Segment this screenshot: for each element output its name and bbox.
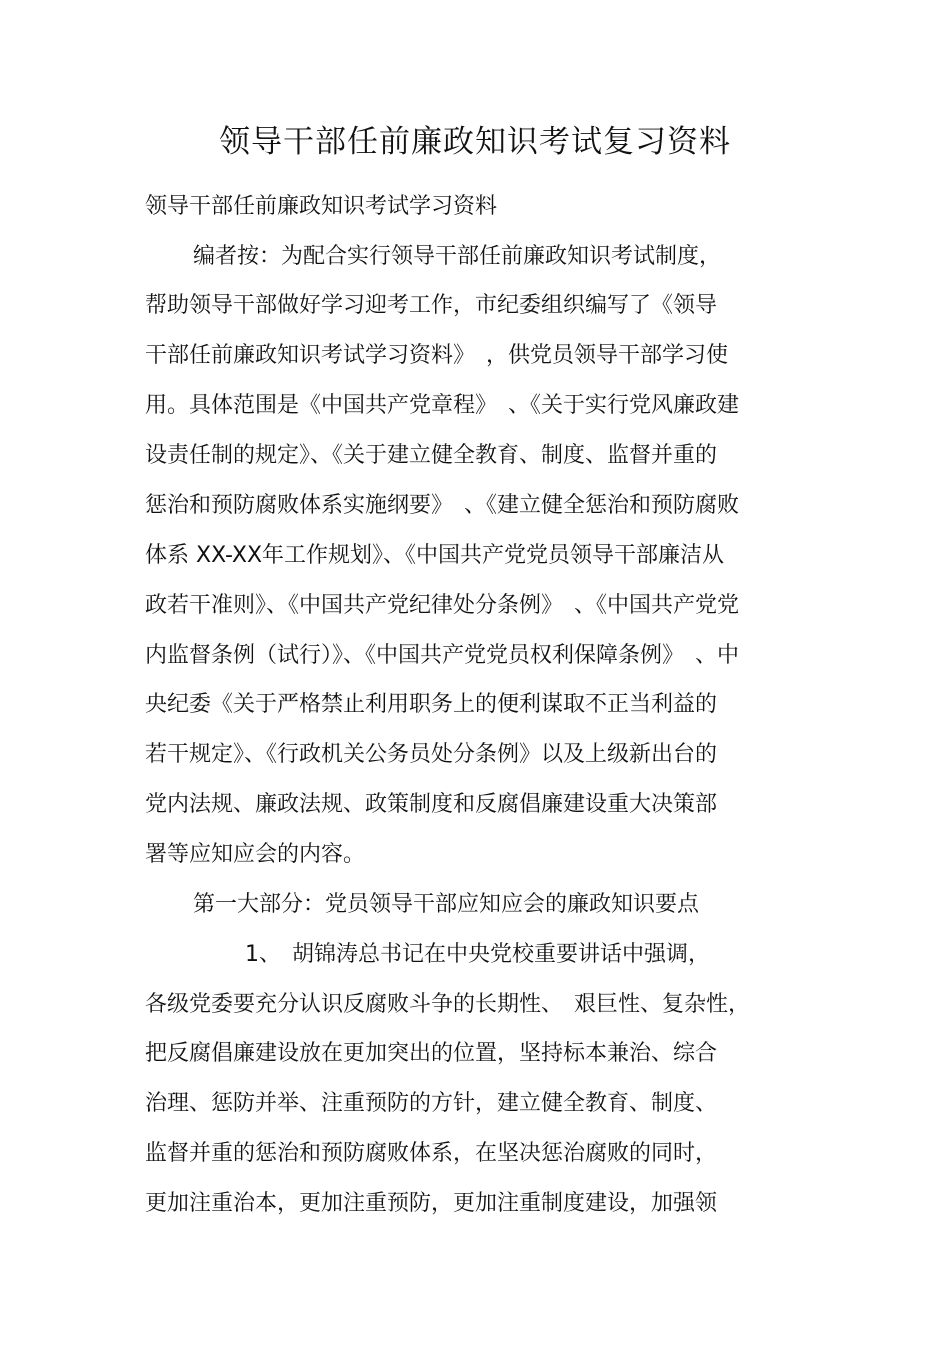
body-line: 署等应知应会的内容。 — [145, 842, 366, 867]
body-line: 治理、惩防并举、注重预防的方针，建立健全教育、制度、 — [145, 1091, 718, 1116]
body-line: 央纪委《关于严格禁止利用职务上的便利谋取不正当利益的 — [145, 692, 718, 717]
body-line: 党内法规、廉政法规、政策制度和反腐倡廉建设重大决策部 — [145, 792, 718, 817]
body-line: 用。具体范围是《中国共产党章程》 、《关于实行党风廉政建 — [145, 393, 740, 418]
body-line: 各级党委要充分认识反腐败斗争的长期性、 艰巨性、复杂性， — [145, 992, 751, 1017]
body-line: 监督并重的惩治和预防腐败体系，在坚决惩治腐败的同时， — [145, 1141, 718, 1166]
document-title: 领导干部任前廉政知识考试复习资料 — [219, 124, 731, 160]
body-line: 把反腐倡廉建设放在更加突出的位置，坚持标本兼治、综合 — [145, 1041, 718, 1066]
body-line: 惩治和预防腐败体系实施纲要》 、《建立健全惩治和预防腐败 — [145, 493, 740, 518]
body-line: 若干规定》、《行政机关公务员处分条例》以及上级新出台的 — [145, 742, 718, 767]
body-line: 帮助领导干部做好学习迎考工作，市纪委组织编写了《领导 — [145, 293, 718, 318]
body-line: 内监督条例（试行）》、《中国共产党党员权利保障条例》 、中 — [145, 643, 740, 668]
subtitle-line: 领导干部任前廉政知识考试学习资料 — [145, 194, 498, 219]
body-line: 设责任制的规定》、《关于建立健全教育、制度、监督并重的 — [145, 443, 718, 468]
body-line: 编者按：为配合实行领导干部任前廉政知识考试制度， — [193, 244, 722, 269]
section-heading: 第一大部分：党员领导干部应知应会的廉政知识要点 — [193, 892, 700, 917]
body-line: 体系 XX-XX年工作规划》、《中国共产党党员领导干部廉洁从 — [145, 543, 725, 568]
numbered-item-line: 1、 胡锦涛总书记在中央党校重要讲话中强调， — [245, 942, 710, 967]
body-line: 政若干准则》、《中国共产党纪律处分条例》 、《中国共产党党 — [145, 593, 740, 618]
body-line: 干部任前廉政知识考试学习资料》 ，供党员领导干部学习使 — [145, 343, 729, 368]
body-line: 更加注重治本，更加注重预防，更加注重制度建设，加强领 — [145, 1191, 718, 1216]
